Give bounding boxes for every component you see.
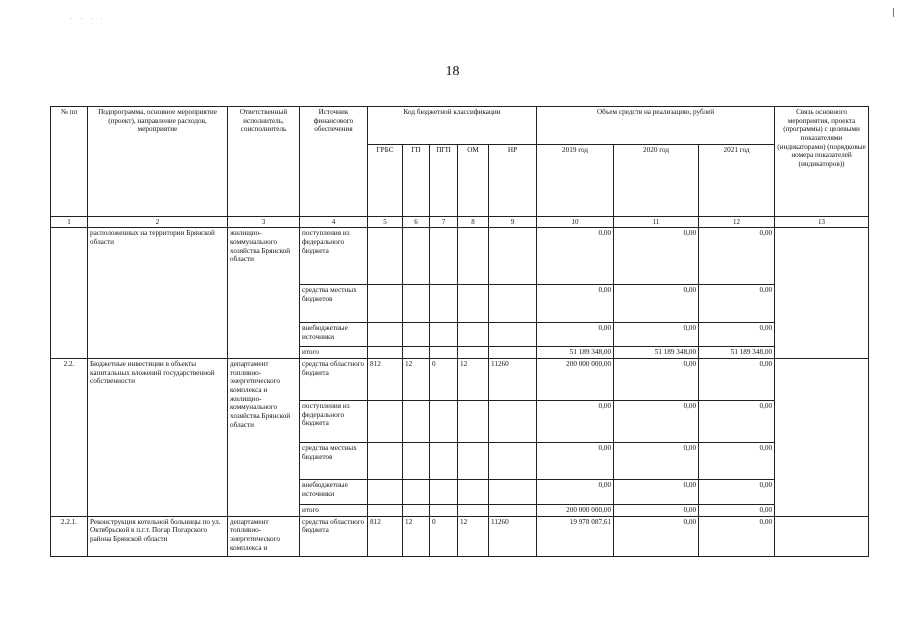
cell-grbs: 812 — [368, 359, 403, 401]
cell-source: средства областного бюджета — [300, 516, 368, 556]
cell-source: поступления из федерального бюджета — [300, 228, 368, 285]
table-row — [51, 228, 869, 285]
page-edge-mark — [893, 8, 894, 17]
header-no: № пп — [51, 107, 88, 217]
cell-2019: 0,00 — [537, 480, 614, 505]
cell-source: поступления из федерального бюджета — [300, 401, 368, 443]
cell-2020: 0,00 — [614, 505, 699, 517]
column-number: 7 — [430, 217, 458, 228]
cell-source: итого — [300, 347, 368, 359]
table-row — [51, 516, 869, 556]
cell-program: Бюджетные инвестиции в объекты капитальных вложений государственной собственности — [88, 359, 228, 517]
cell-2021: 0,00 — [699, 516, 775, 556]
header-budget-code: Код бюджетной классификации — [368, 107, 537, 145]
header-grbs: ГРБС — [368, 145, 403, 217]
column-number: 11 — [614, 217, 699, 228]
column-number: 9 — [489, 217, 537, 228]
header-2019: 2019 год — [537, 145, 614, 217]
cell-2021: 0,00 — [699, 480, 775, 505]
header-program: Подпрограмма, основное мероприятие (проект), направление расходов, мероприятие — [88, 107, 228, 217]
cell-2019: 200 000 000,00 — [537, 359, 614, 401]
cell-2021: 0,00 — [699, 285, 775, 323]
column-number: 2 — [88, 217, 228, 228]
column-number: 4 — [300, 217, 368, 228]
cell-2020: 0,00 — [614, 323, 699, 347]
cell-pgp: 0 — [430, 359, 458, 401]
table-row — [51, 359, 869, 401]
cell-executor: департамент топливно-энергетического комплекса и жилищно-коммунального хозяйства Брянской области — [228, 359, 300, 517]
cell-2020: 0,00 — [614, 401, 699, 443]
cell-2020: 0,00 — [614, 516, 699, 556]
cell-2020: 0,00 — [614, 228, 699, 285]
cell-relation — [775, 228, 869, 359]
cell-relation — [775, 359, 869, 517]
cell-2019: 19 978 087,61 — [537, 516, 614, 556]
page-number: 18 — [445, 64, 460, 79]
cell-om: 12 — [458, 359, 489, 401]
header-2020: 2020 год — [614, 145, 699, 217]
cell-pgp: 0 — [430, 516, 458, 556]
cell-2020: 0,00 — [614, 443, 699, 480]
cell-source: средства местных бюджетов — [300, 443, 368, 480]
cell-source: итого — [300, 505, 368, 517]
column-number-row — [51, 217, 869, 228]
cell-2019: 0,00 — [537, 285, 614, 323]
cell-source: средства областного бюджета — [300, 359, 368, 401]
header-2021: 2021 год — [699, 145, 775, 217]
cell-2019: 0,00 — [537, 323, 614, 347]
header-relation: Связь основного мероприятия, проекта (программы) с целевыми показателями (индикаторами) (порядковые номера показателей (индикаторов)) — [775, 107, 869, 217]
column-number: 1 — [51, 217, 88, 228]
header-gp: ГП — [403, 145, 430, 217]
cell-gp: 12 — [403, 359, 430, 401]
cell-2021: 51 189 348,00 — [699, 347, 775, 359]
cell-2020: 0,00 — [614, 285, 699, 323]
cell-2021: 0,00 — [699, 359, 775, 401]
column-number: 3 — [228, 217, 300, 228]
cell-relation — [775, 516, 869, 556]
column-number: 6 — [403, 217, 430, 228]
column-number: 13 — [775, 217, 869, 228]
budget-table — [50, 106, 869, 557]
cell-2019: 0,00 — [537, 401, 614, 443]
cell-no: 2.2.1. — [51, 516, 88, 556]
header-executor: Ответственный исполнитель, соисполнитель — [228, 107, 300, 217]
header-np: НР — [489, 145, 537, 217]
cell-source: внебюджетные источники — [300, 323, 368, 347]
cell-no — [51, 228, 88, 359]
cell-2019: 200 000 000,00 — [537, 505, 614, 517]
cell-2020: 0,00 — [614, 359, 699, 401]
cell-2021: 0,00 — [699, 401, 775, 443]
column-number: 5 — [368, 217, 403, 228]
cell-2020: 0,00 — [614, 480, 699, 505]
cell-om: 12 — [458, 516, 489, 556]
column-number: 8 — [458, 217, 489, 228]
cell-2019: 51 189 348,00 — [537, 347, 614, 359]
cell-2019: 0,00 — [537, 228, 614, 285]
header-om: ОМ — [458, 145, 489, 217]
cell-grbs: 812 — [368, 516, 403, 556]
cell-program: Реконструкция котельной больницы по ул. Октябрьской в п.г.т. Погар Погарского района Брянской области — [88, 516, 228, 556]
cell-np: 11260 — [489, 359, 537, 401]
header-pgp: ПГП — [430, 145, 458, 217]
header-source: Источник финансового обеспечения — [300, 107, 368, 217]
cell-no: 2.2. — [51, 359, 88, 517]
cell-2021: 0,00 — [699, 228, 775, 285]
cell-gp: 12 — [403, 516, 430, 556]
cell-executor: департамент топливно-энергетического комплекса и — [228, 516, 300, 556]
cell-source: внебюджетные источники — [300, 480, 368, 505]
cell-program: расположенных на территории Брянской области — [88, 228, 228, 359]
column-number: 12 — [699, 217, 775, 228]
cell-2021: 0,00 — [699, 443, 775, 480]
cell-np: 11260 — [489, 516, 537, 556]
cell-source: средства местных бюджетов — [300, 285, 368, 323]
cell-executor: жилищно-коммунального хозяйства Брянской области — [228, 228, 300, 359]
cell-2019: 0,00 — [537, 443, 614, 480]
cell-2020: 51 189 348,00 — [614, 347, 699, 359]
column-number: 10 — [537, 217, 614, 228]
scan-artifact: · · · · — [70, 15, 106, 23]
cell-2021: 0,00 — [699, 505, 775, 517]
header-volume: Объем средств на реализацию, рублей — [537, 107, 775, 145]
header-row-1 — [51, 107, 869, 145]
cell-2021: 0,00 — [699, 323, 775, 347]
